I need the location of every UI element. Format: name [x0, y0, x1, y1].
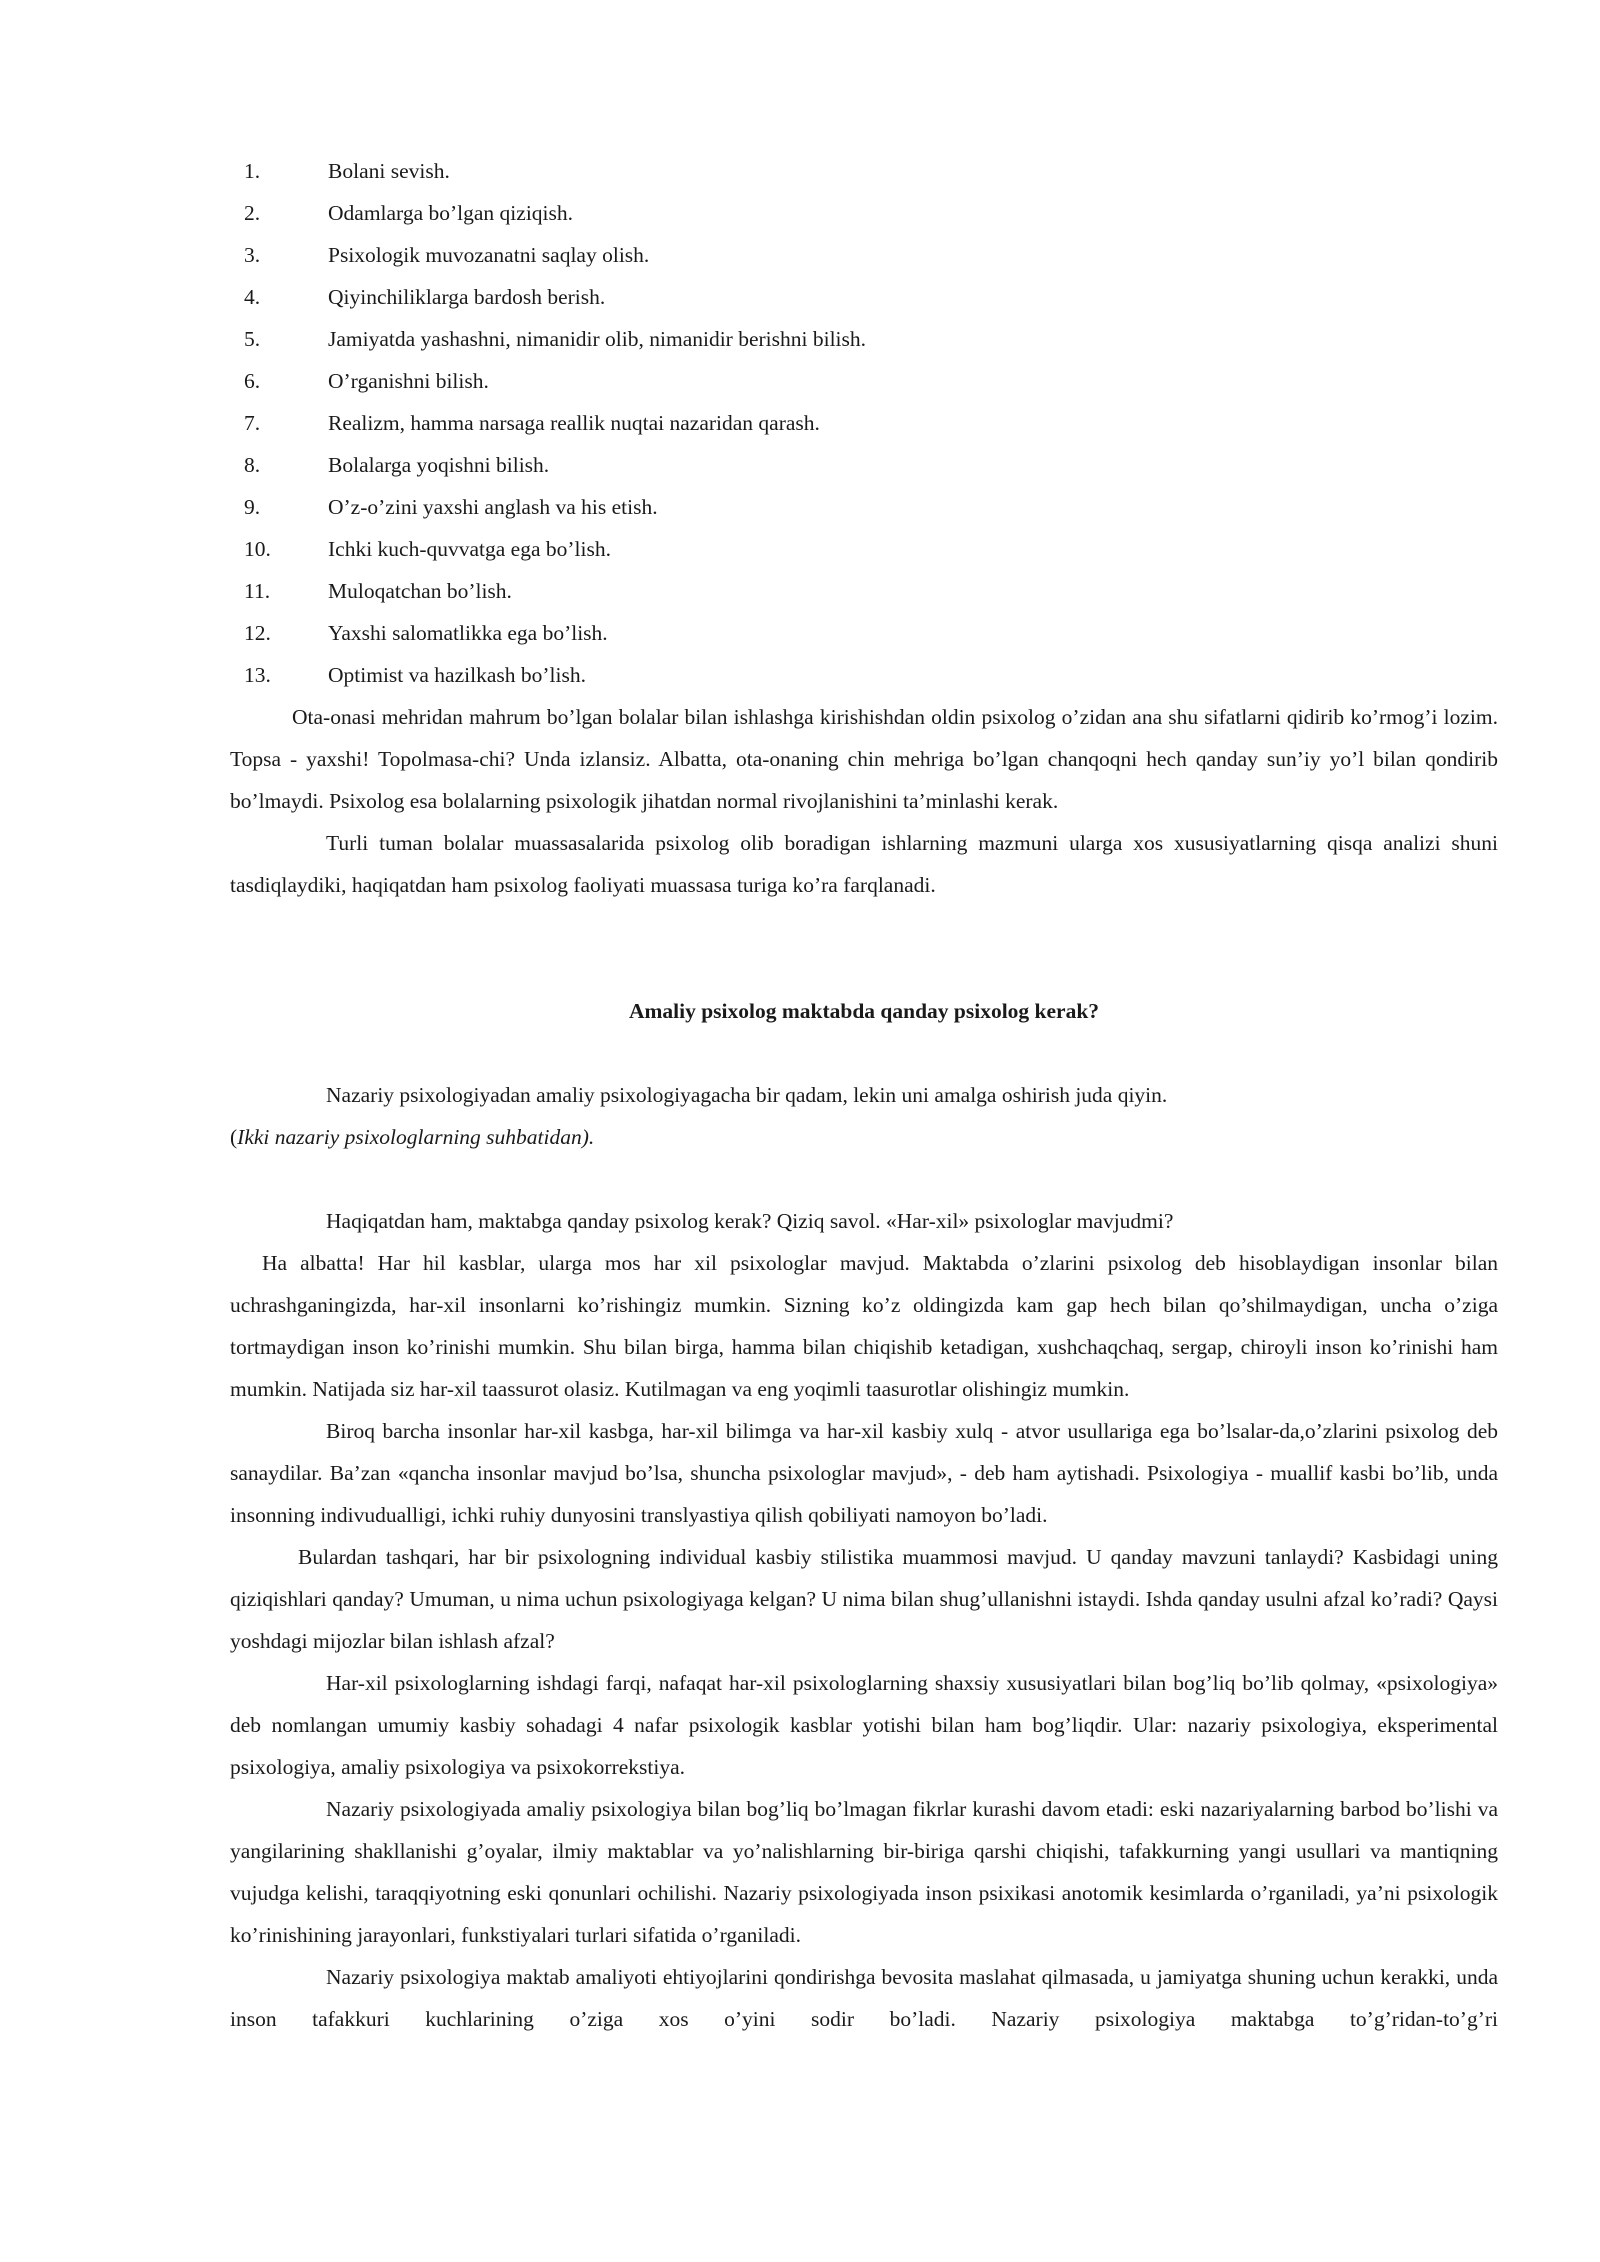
list-item: [230, 654, 1498, 696]
list-item: [230, 318, 1498, 360]
list-item-text: O’rganishni bilish.: [328, 369, 489, 393]
spacer: [230, 1158, 1498, 1200]
list-item: [230, 150, 1498, 192]
list-item-text: Ichki kuch-quvvatga ega bo’lish.: [328, 537, 611, 561]
list-item-text: O’z-o’zini yaxshi anglash va his etish.: [328, 495, 658, 519]
list-item-number: 7.: [244, 411, 261, 435]
epigraph-source-text: Ikki nazariy psixologlarning suhbatidan).: [237, 1125, 595, 1149]
list-item-text: Qiyinchiliklarga bardosh berish.: [328, 285, 606, 309]
list-item-text: Realizm, hamma narsaga reallik nuqtai nazaridan qarash.: [328, 411, 820, 435]
paragraph-answer: Ha albatta! Har hil kasblar, ularga mos har xil psixologlar mavjud. Maktabda o’zlarini psixolog deb hisoblaydigan insonlar bilan uchrashganingizda, har-xil insonlarni ko’rishingiz mumkin. Sizning ko’z oldingizda kam gap hech bilan qo’shilmaydigan, uncha o’ziga tortmaydigan inson ko’rinishi mumkin. Shu bilan birga, hamma bilan chiqishib ketadigan, xushchaqchaq, sergap, chiroyli inson ko’rinishi ham mumkin. Natijada siz har-xil taassurot olasiz. Kutilmagan va eng yoqimli taasurotlar olishingiz mumkin.: [230, 1251, 1498, 1401]
list-item-number: 10.: [244, 537, 271, 561]
list-item-text: Bolalarga yoqishni bilish.: [328, 453, 550, 477]
list-item: [230, 276, 1498, 318]
list-item: [230, 360, 1498, 402]
section-heading: Amaliy psixolog maktabda qanday psixolog kerak?: [628, 999, 1100, 1023]
list-item-number: 11.: [244, 579, 271, 603]
list-item-number: 5.: [244, 327, 261, 351]
epigraph-text: Nazariy psixologiyadan amaliy psixologiyagacha bir qadam, lekin uni amalga oshirish juda qiyin.: [326, 1083, 1168, 1107]
list-item-text: Bolani sevish.: [328, 159, 450, 183]
list-item-number: 12.: [244, 621, 271, 645]
list-item: [230, 192, 1498, 234]
list-item-text: Yaxshi salomatlikka ega bo’lish.: [328, 621, 608, 645]
list-item-number: 3.: [244, 243, 261, 267]
paragraph-theory: Nazariy psixologiyada amaliy psixologiya bilan bog’liq bo’lmagan fikrlar kurashi davom etadi: eski nazariyalarning barbod bo’lishi va yangilarining shakllanishi g’oyalar, ilmiy maktablar va yo’nalishlarning bir-biriga qarshi chiqishi, tafakkurning yangi usullari va mantiqning vujudga kelishi, taraqqiyotning eski qonunlari ochilishi. Nazariy psixologiyada inson psixikasi anotomik kesimlarda o’rganiladi, ya’ni psixologik ko’rinishining jarayonlari, funkstiyalari turlari sifatida o’rganiladi.: [230, 1797, 1498, 1947]
list-item: [230, 528, 1498, 570]
list-item: [230, 234, 1498, 276]
list-item: [230, 486, 1498, 528]
list-item-text: Muloqatchan bo’lish.: [328, 579, 512, 603]
epigraph-source: [230, 1116, 1498, 1158]
epigraph-source-paren: (: [230, 1125, 238, 1149]
list-item-number: 2.: [244, 201, 261, 225]
qualities-list: [230, 150, 1498, 696]
paragraph-institutions: Turli tuman bolalar muassasalarida psixolog olib boradigan ishlarning mazmuni ularga xos xususiyatlarning qisqa analizi shuni tasdiqlaydiki, haqiqatdan ham psixolog faoliyati muassasa turiga ko’ra farqlanadi.: [230, 831, 1498, 897]
list-item-text: Psixologik muvozanatni saqlay olish.: [328, 243, 650, 267]
list-item-number: 1.: [244, 159, 261, 183]
paragraph-orphans: Ota-onasi mehridan mahrum bo’lgan bolalar bilan ishlashga kirishishdan oldin psixolog o’zidan ana shu sifatlarni qidirib ko’rmog’i lozim. Topsa - yaxshi! Topolmasa-chi? Unda izlansiz. Albatta, ota-onaning chin mehriga bo’lgan chanqoqni hech qanday sun’iy yo’l bilan qondirib bo’lmaydi. Psixolog esa bolalarning psixologik jihatdan normal rivojlanishini ta’minlashi kerak.: [230, 705, 1498, 813]
list-item: [230, 444, 1498, 486]
paragraph-professions: Biroq barcha insonlar har-xil kasbga, har-xil bilimga va har-xil kasbiy xulq - atvor usullariga ega bo’lsalar-da,o’zlarini psixolog deb sanaydilar. Ba’zan «qancha insonlar mavjud bo’lsa, shuncha psixologlar mavjud», - deb ham aytishadi. Psixologiya - muallif kasbi bo’lib, unda insonning indivudualligi, ichki ruhiy dunyosini translyastiya qilish qobiliyati namoyon bo’ladi.: [230, 1419, 1498, 1527]
paragraph-differences: Har-xil psixologlarning ishdagi farqi, nafaqat har-xil psixologlarning shaxsiy xususiyatlari bilan bog’liq bo’lib qolmay, «psixologiya» deb nomlangan umumiy kasbiy sohadagi 4 nafar psixologik kasblar yotishi bilan ham bog’liqdir. Ular: nazariy psixologiya, eksperimental psixologiya, amaliy psixologiya va psixokorrekstiya.: [230, 1671, 1498, 1779]
list-item-number: 4.: [244, 285, 261, 309]
list-item: [230, 402, 1498, 444]
paragraph-school: Nazariy psixologiya maktab amaliyoti ehtiyojlarini qondirishga bevosita maslahat qilmasada, u jamiyatga shuning uchun kerakki, unda inson tafakkuri kuchlarining o’ziga xos o’yini sodir bo’ladi. Nazariy psixologiya maktabga to’g’ridan-to’g’ri: [230, 1965, 1498, 2031]
list-item-text: Jamiyatda yashashni, nimanidir olib, nimanidir berishni bilish.: [328, 327, 867, 351]
list-item: [230, 570, 1498, 612]
list-item-number: 6.: [244, 369, 261, 393]
list-item-number: 9.: [244, 495, 261, 519]
list-item-number: 8.: [244, 453, 261, 477]
paragraph-stylistics: Bulardan tashqari, har bir psixologning individual kasbiy stilistika muammosi mavjud. U qanday mavzuni tanlaydi? Kasbidagi uning qiziqishlari qanday? Umuman, u nima uchun psixologiyaga kelgan? U nima bilan shug’ullanishni istaydi. Ishda qanday usulni afzal ko’radi? Qaysi yoshdagi mijozlar bilan ishlash afzal?: [230, 1545, 1498, 1653]
paragraph-question: Haqiqatdan ham, maktabga qanday psixolog kerak? Qiziq savol. «Har-xil» psixologlar mavjudmi?: [326, 1209, 1174, 1233]
list-item-text: Optimist va hazilkash bo’lish.: [328, 663, 586, 687]
list-item-text: Odamlarga bo’lgan qiziqish.: [328, 201, 574, 225]
list-item-number: 13.: [244, 663, 271, 687]
list-item: [230, 612, 1498, 654]
